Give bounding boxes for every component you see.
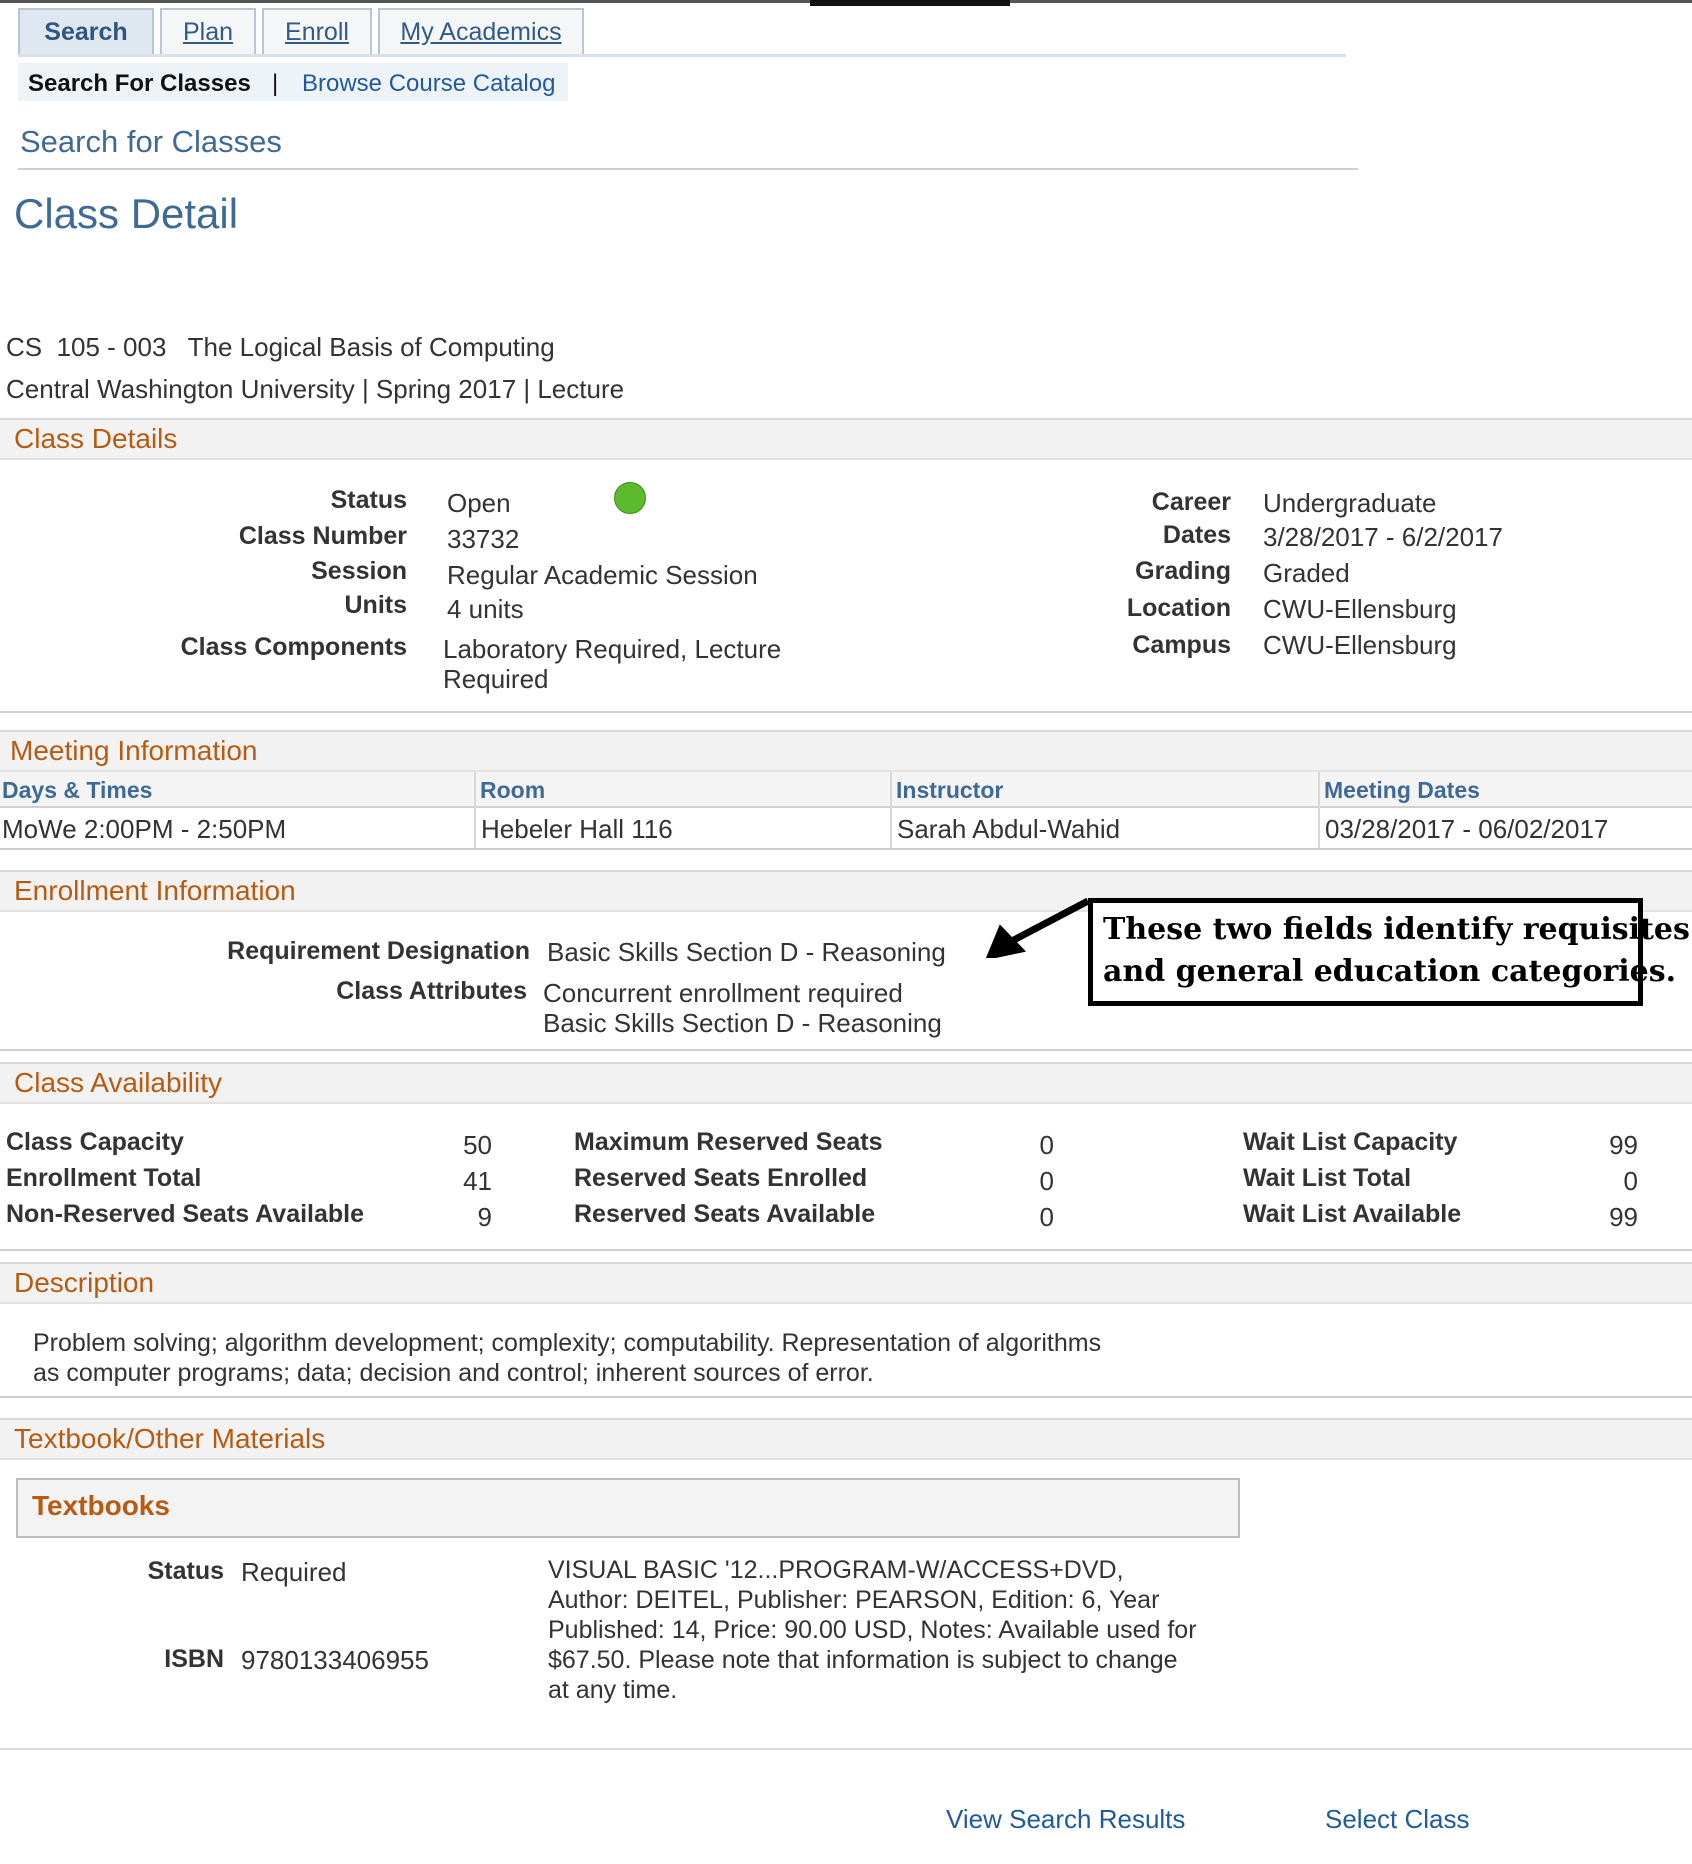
textbooks-title: Textbooks [32,1490,170,1521]
non-reserved-seats-label: Non-Reserved Seats Available [6,1200,365,1228]
status-open-icon [614,482,646,514]
page-title: Class Detail [14,190,239,237]
meeting-table-header [0,772,1692,808]
textbook-status-value: Required [241,1557,347,1587]
class-capacity-label: Class Capacity [6,1128,184,1156]
description-line-2: as computer programs; data; decision and control; inherent sources of error. [33,1359,874,1387]
enrollment-total-value: 41 [463,1166,492,1196]
career-label: Career [1151,488,1231,516]
availability-header [0,1062,1692,1104]
units-label: Units [344,591,407,619]
tab-enroll[interactable] [262,8,372,54]
callout-line-2: and general education categories. [1103,954,1677,989]
non-reserved-seats-value: 9 [477,1202,492,1232]
description-divider [0,1396,1692,1398]
col-divider [474,772,476,850]
tab-plan[interactable] [160,8,256,54]
class-attributes-value-2: Basic Skills Section D - Reasoning [543,1008,942,1038]
dates-value: 3/28/2017 - 6/2/2017 [1263,522,1503,552]
course-code-title: CS 105 - 003 The Logical Basis of Computing [6,332,555,362]
campus-value: CWU-Ellensburg [1263,630,1457,660]
breadcrumb-divider [18,168,1358,170]
meeting-title: Meeting Information [10,735,258,766]
col-room: Room [480,776,546,803]
reserved-seats-enrolled-label: Reserved Seats Enrolled [574,1164,868,1192]
col-instructor: Instructor [896,776,1004,803]
class-details-title: Class Details [14,423,178,454]
meeting-room: Hebeler Hall 116 [481,814,673,844]
enrollment-divider [0,1049,1692,1051]
enrollment-title: Enrollment Information [14,875,296,906]
wait-list-capacity-label: Wait List Capacity [1243,1128,1458,1156]
materials-divider [0,1748,1692,1750]
units-value: 4 units [447,594,524,624]
meeting-divider [0,848,1692,850]
status-value: Open [447,488,511,518]
reserved-seats-enrolled-value: 0 [1039,1166,1054,1196]
tab-underline [18,54,1346,57]
annotation-callout [1088,898,1690,1006]
class-attributes-value-1: Concurrent enrollment required [543,978,903,1008]
textbook-line-5: at any time. [548,1676,678,1704]
meeting-days-times: MoWe 2:00PM - 2:50PM [2,814,287,844]
availability-title: Class Availability [14,1067,223,1098]
class-attributes-label: Class Attributes [336,977,527,1005]
wait-list-available-label: Wait List Available [1243,1200,1462,1228]
subnav-current: Search For Classes [28,70,251,97]
career-value: Undergraduate [1263,488,1437,518]
tab-my-academics[interactable] [378,8,584,54]
select-class-link[interactable]: Select Class [1325,1804,1470,1834]
textbook-isbn-label: ISBN [164,1645,224,1673]
textbook-line-2: Author: DEITEL, Publisher: PEARSON, Edition: 6, Year [548,1586,1160,1614]
dates-label: Dates [1162,521,1231,549]
grading-label: Grading [1135,557,1231,585]
location-value: CWU-Ellensburg [1263,594,1457,624]
callout-arrow-icon [980,896,1092,958]
description-title: Description [14,1267,155,1298]
reserved-seats-available-label: Reserved Seats Available [574,1200,876,1228]
textbook-status-label: Status [147,1557,224,1585]
col-days-times: Days & Times [2,776,153,803]
tab-enroll-label: Enroll [285,17,349,46]
browse-catalog-label: Browse Course Catalog [302,70,556,97]
class-capacity-value: 50 [463,1130,492,1160]
course-info: Central Washington University | Spring 2017 | Lecture [6,374,625,404]
location-label: Location [1126,594,1231,622]
session-label: Session [311,557,407,585]
wait-list-total-value: 0 [1623,1166,1638,1196]
availability-divider [0,1249,1692,1251]
col-meeting-dates: Meeting Dates [1324,776,1480,803]
campus-label: Campus [1132,631,1231,659]
browse-catalog-link[interactable] [302,70,555,98]
wait-list-capacity-value: 99 [1609,1130,1638,1160]
col-divider [890,772,892,850]
tab-search-label: Search [44,17,128,46]
textbooks-box [16,1478,1240,1538]
class-number-label: Class Number [238,522,407,550]
callout-line-1: These two fields identify requisites [1103,912,1690,947]
tab-plan-label: Plan [182,17,234,46]
requirement-designation-label: Requirement Designation [227,937,530,965]
status-label: Status [330,486,407,514]
subnav-separator: | [272,70,279,97]
col-divider [1318,772,1320,850]
description-header [0,1262,1692,1304]
class-number-value: 33732 [447,524,520,554]
enrollment-total-label: Enrollment Total [6,1164,202,1192]
class-details-divider [0,711,1692,713]
materials-title: Textbook/Other Materials [14,1423,326,1454]
textbook-isbn-value: 9780133406955 [241,1645,429,1675]
textbook-line-4: $67.50. Please note that information is subject to change [548,1646,1178,1674]
wait-list-total-label: Wait List Total [1243,1164,1412,1192]
class-components-value-1: Laboratory Required, Lecture [443,634,782,664]
meeting-instructor: Sarah Abdul-Wahid [897,814,1121,844]
wait-list-available-value: 99 [1609,1202,1638,1232]
max-reserved-seats-value: 0 [1039,1130,1054,1160]
view-search-results-link[interactable]: View Search Results [946,1804,1186,1834]
breadcrumb: Search for Classes [20,124,282,159]
class-components-value-2: Required [443,664,549,694]
textbook-line-1: VISUAL BASIC '12...PROGRAM-W/ACCESS+DVD, [548,1556,1124,1584]
tab-my-academics-label: My Academics [400,17,562,46]
session-value: Regular Academic Session [447,560,758,590]
description-line-1: Problem solving; algorithm development; complexity; computability. Representation of algorithms [33,1329,1102,1357]
meeting-dates: 03/28/2017 - 06/02/2017 [1325,814,1609,844]
tab-search[interactable] [18,8,154,54]
max-reserved-seats-label: Maximum Reserved Seats [574,1128,883,1156]
window-top-notch [810,0,1010,6]
textbook-line-3: Published: 14, Price: 90.00 USD, Notes: Available used for [548,1616,1197,1644]
grading-value: Graded [1263,558,1350,588]
class-details-header [0,418,1692,460]
class-components-label: Class Components [180,633,407,661]
requirement-designation-value: Basic Skills Section D - Reasoning [547,937,946,967]
reserved-seats-available-value: 0 [1039,1202,1054,1232]
